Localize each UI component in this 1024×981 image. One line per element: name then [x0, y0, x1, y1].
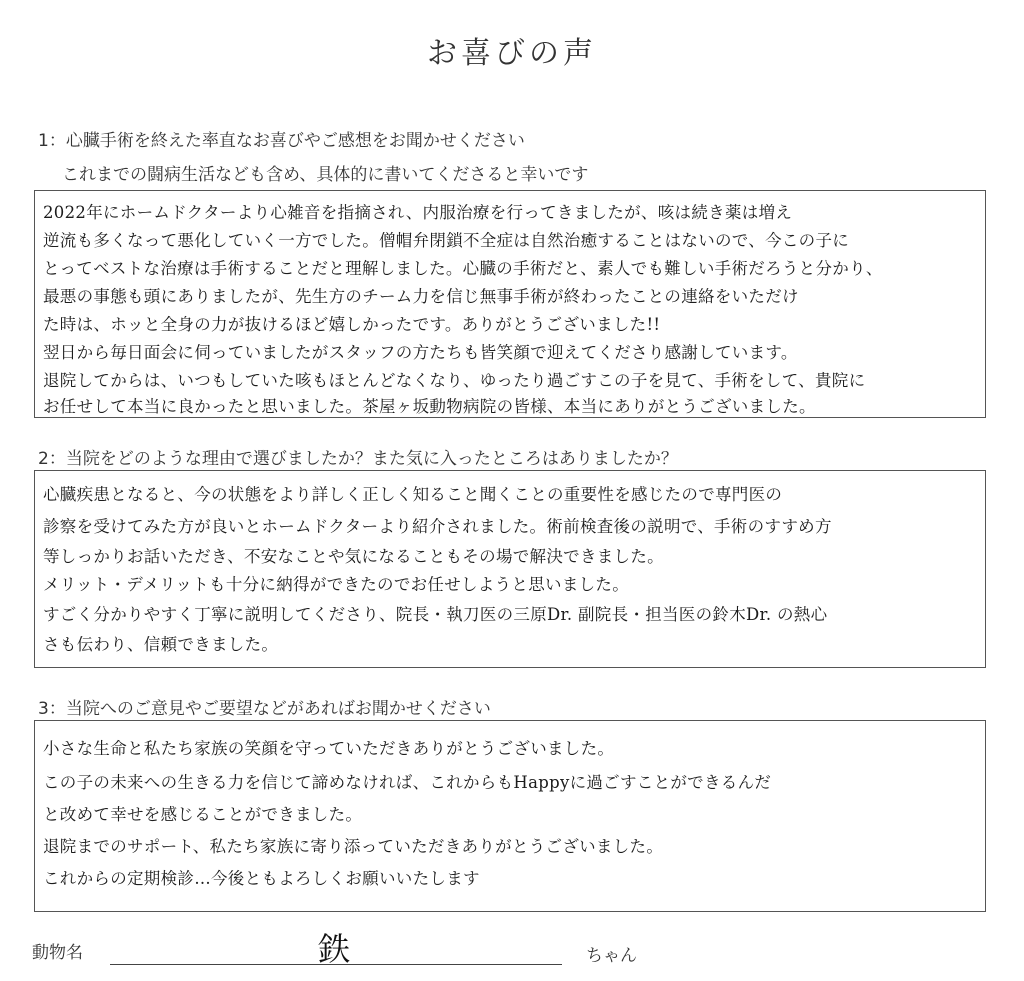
answer-line: 翌日から毎日面会に伺っていましたがスタッフの方たちも皆笑顔で迎えてくださり感謝しています。: [43, 343, 798, 362]
answer-line: この子の未来への生きる力を信じて諦めなければ、これからもHappyに過ごすことができるんだ: [43, 773, 772, 792]
answer-line: さも伝わり、信頼できました。: [43, 635, 279, 654]
page-title: お喜びの声: [427, 36, 597, 71]
answer-line: た時は、ホッと全身の力が抜けるほど嬉しかったです。ありがとうございました!!: [43, 315, 661, 334]
answer-line: メリット・デメリットも十分に納得ができたのでお任せしようと思いました。: [43, 575, 630, 594]
pet-name-label: 動物名: [32, 943, 83, 963]
question-1: 1：心臓手術を終えた率直なお喜びやご感想をお聞かせください: [38, 131, 525, 151]
pet-name: 鉄: [318, 930, 351, 968]
question-3: 3：当院へのご意見やご要望などがあればお聞かせください: [38, 699, 491, 719]
answer-line: と改めて幸せを感じることができました。: [43, 805, 363, 824]
answer-line: 診察を受けてみた方が良いとホームドクターより紹介されました。術前検査後の説明で、手術のすすめ方: [43, 517, 832, 536]
question-2: 2：当院をどのような理由で選びましたか？また気に入ったところはありましたか？: [38, 449, 678, 469]
answer-line: 退院までのサポート、私たち家族に寄り添っていただきありがとうございました。: [43, 837, 664, 856]
answer-line: すごく分かりやすく丁寧に説明してくださり、院長・執刀医の三原Dr. 副院長・担当医の鈴木Dr. の熱心: [43, 605, 828, 624]
answer-line: 逆流も多くなって悪化していく一方でした。僧帽弁閉鎖不全症は自然治癒することはないので、今この子に: [43, 231, 850, 250]
answer-box-3: [34, 720, 986, 912]
pet-name-suffix: ちゃん: [586, 946, 637, 966]
answer-line: とってベストな治療は手術することだと理解しました。心臓の手術だと、素人でも難しい手術だろうと分かり、: [43, 259, 883, 278]
answer-line: これからの定期検診…今後ともよろしくお願いいたします: [43, 869, 480, 888]
answer-line: 心臓疾患となると、今の状態をより詳しく正しく知ること聞くことの重要性を感じたので専門医の: [43, 485, 783, 504]
question-1-sub: これまでの闘病生活なども含め、具体的に書いてくださると幸いです: [62, 165, 589, 185]
answer-box-1: [34, 190, 986, 418]
answer-line: 退院してからは、いつもしていた咳もほとんどなくなり、ゆったり過ごすこの子を見て、手術をして、貴院に: [43, 371, 866, 390]
answer-line: 等しっかりお話いただき、不安なことや気になることもその場で解決できました。: [43, 547, 664, 566]
answer-line: 小さな生命と私たち家族の笑顔を守っていただきありがとうございました。: [43, 739, 615, 758]
answer-line: お任せして本当に良かったと思いました。茶屋ヶ坂動物病院の皆様、本当にありがとうございました。: [43, 397, 816, 416]
answer-box-2: [34, 470, 986, 668]
answer-line: 最悪の事態も頭にありましたが、先生方のチーム力を信じ無事手術が終わったことの連絡をいただけ: [43, 287, 799, 306]
answer-line: 2022年にホームドクターより心雑音を指摘され、内服治療を行ってきましたが、咳は続き薬は増え: [43, 203, 793, 222]
